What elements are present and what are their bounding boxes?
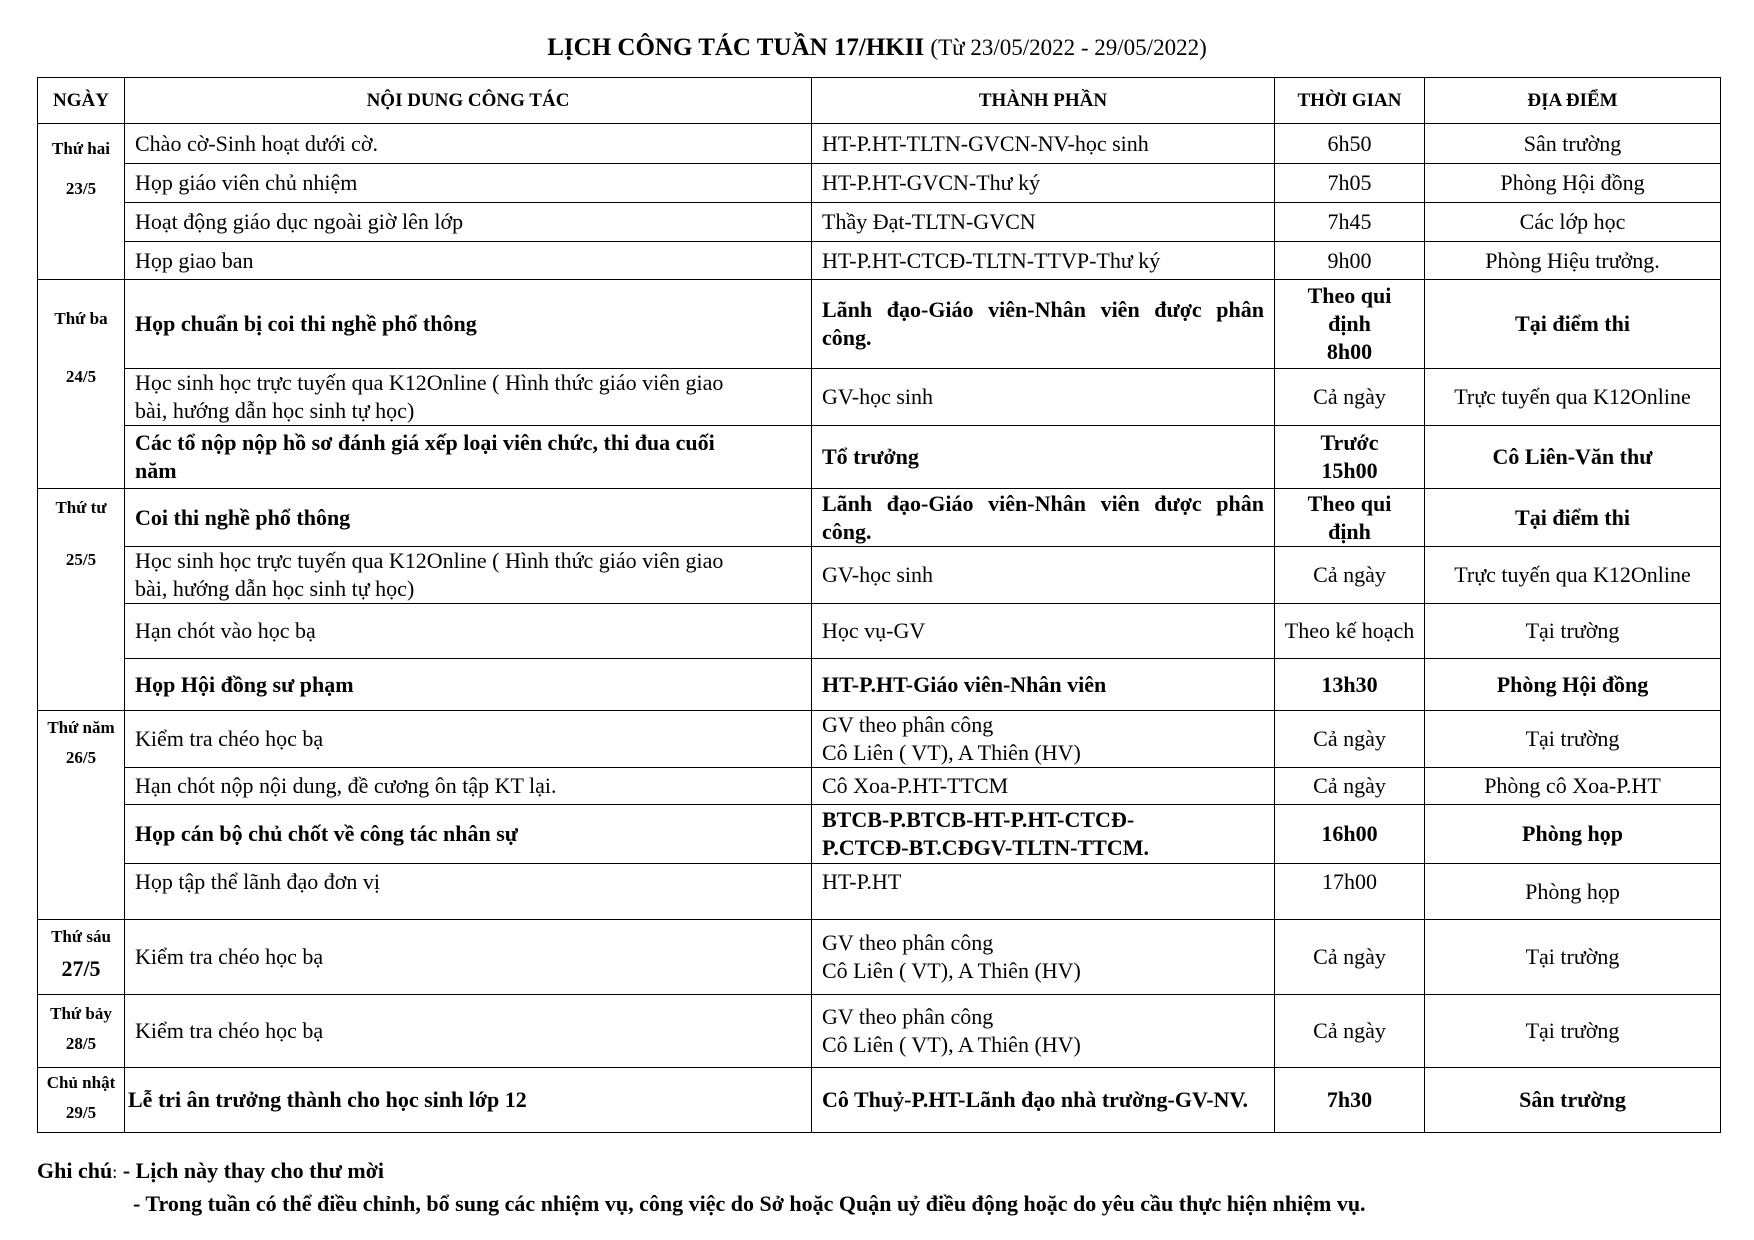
day-cell-sunday	[38, 1068, 125, 1133]
table-row	[38, 805, 1721, 864]
location-cell: Cô Liên-Văn thư	[1425, 426, 1721, 489]
note-text-1-visible: - Lịch này thay cho thư mời	[117, 1158, 385, 1183]
table-row	[38, 604, 1721, 659]
time-cell: Cả ngày	[1275, 768, 1425, 805]
header-row	[38, 78, 1721, 124]
header-ngay: NGÀY	[38, 78, 125, 124]
location-cell: Tại trường	[1425, 995, 1721, 1068]
time-line: 15h00	[1321, 458, 1378, 483]
task-line: bài, hướng dẫn học sinh tự học)	[135, 398, 415, 423]
day-date: 26/5	[65, 748, 97, 767]
time-line: Theo qui	[1307, 490, 1392, 516]
task-line: Học sinh học trực tuyến qua K12Online ( Hình thức giáo viên giao	[135, 548, 724, 573]
table-row	[38, 920, 1721, 995]
day-name: Thứ hai	[52, 139, 110, 158]
time-cell: Theo kế hoạch	[1275, 604, 1425, 659]
task-cell: Hoạt động giáo dục ngoài giờ lên lớp	[125, 203, 812, 242]
task-cell: Họp Hội đồng sư phạm	[125, 659, 812, 711]
location-cell: Sân trường	[1425, 124, 1721, 164]
location-cell: Tại trường	[1425, 604, 1721, 659]
time-line: định	[1328, 518, 1371, 544]
participants-cell: Lãnh đạo-Giáo viên-Nhân viên được phân công.	[812, 280, 1275, 369]
task-cell: Họp giáo viên chủ nhiệm	[125, 164, 812, 203]
day-date: 29/5	[65, 1103, 97, 1122]
time-cell: Cả ngày	[1275, 369, 1425, 426]
note-line-1: Ghi chú: - Lịch này thay cho thư mời	[37, 1158, 385, 1183]
time-line: Trước	[1320, 430, 1379, 455]
task-cell: Hạn chót vào học bạ	[125, 604, 812, 659]
task-cell	[125, 426, 812, 489]
location-cell: Phòng Hội đồng	[1425, 164, 1721, 203]
participants-cell: HT-P.HT-GVCN-Thư ký	[812, 164, 1275, 203]
participants-cell: Tổ trưởng	[812, 426, 1275, 489]
header-thoi-gian: THỜI GIAN	[1275, 78, 1425, 124]
task-cell: Hạn chót nộp nội dung, đề cương ôn tập KT lại.	[125, 768, 812, 805]
location-cell: Phòng họp	[1425, 864, 1721, 920]
day-name: Thứ bảy	[50, 1004, 112, 1023]
time-cell: 6h50	[1275, 124, 1425, 164]
day-cell-tuesday	[38, 280, 125, 489]
participants-line: GV theo phân công	[822, 712, 994, 737]
table-row	[38, 203, 1721, 242]
time-cell	[1275, 280, 1425, 369]
time-cell	[1275, 426, 1425, 489]
time-cell: Cả ngày	[1275, 995, 1425, 1068]
participants-cell	[812, 995, 1275, 1068]
location-cell: Trực tuyến qua K12Online	[1425, 547, 1721, 604]
location-cell: Phòng Hiệu trưởng.	[1425, 242, 1721, 280]
location-cell: Tại trường	[1425, 711, 1721, 768]
note-line-2: - Trong tuần có thể điều chỉnh, bổ sung các nhiệm vụ, công việc do Sở hoặc Quận uỷ điều động hoặc do yêu cầu thực hiện nhiệm vụ.	[133, 1191, 1366, 1216]
location-cell: Các lớp học	[1425, 203, 1721, 242]
task-cell: Họp giao ban	[125, 242, 812, 280]
day-date: 25/5	[65, 550, 97, 569]
page-title	[0, 33, 1754, 63]
day-date: 27/5	[61, 956, 101, 981]
location-cell: Tại điểm thi	[1425, 489, 1721, 547]
time-cell: 17h00	[1275, 864, 1425, 920]
participants-cell: HT-P.HT-CTCĐ-TLTN-TTVP-Thư ký	[812, 242, 1275, 280]
time-cell: 9h00	[1275, 242, 1425, 280]
day-name: Thứ năm	[47, 718, 115, 737]
task-cell: Kiểm tra chéo học bạ	[125, 995, 812, 1068]
participants-line: Cô Liên ( VT), A Thiên (HV)	[822, 740, 1081, 765]
location-cell: Sân trường	[1425, 1068, 1721, 1133]
task-line: bài, hướng dẫn học sinh tự học)	[135, 576, 415, 601]
day-cell-saturday	[38, 995, 125, 1068]
title-date-range: (Từ 23/05/2022 - 29/05/2022)	[930, 35, 1207, 60]
participants-line: GV theo phân công	[822, 930, 994, 955]
task-line: Các tổ nộp nộp hồ sơ đánh giá xếp loại viên chức, thi đua cuối	[135, 430, 715, 455]
table-row	[38, 280, 1721, 369]
task-line: Học sinh học trực tuyến qua K12Online ( Hình thức giáo viên giao	[135, 370, 724, 395]
time-cell: 7h05	[1275, 164, 1425, 203]
title-main: LỊCH CÔNG TÁC TUẦN 17/HKII	[547, 34, 925, 61]
day-name: Thứ ba	[54, 309, 108, 328]
task-cell: Kiểm tra chéo học bạ	[125, 711, 812, 768]
participants-line: P.CTCĐ-BT.CĐGV-TLTN-TTCM.	[822, 835, 1149, 860]
participants-cell: Lãnh đạo-Giáo viên-Nhân viên được phân công.	[812, 489, 1275, 547]
table-row	[38, 995, 1721, 1068]
participants-cell: Học vụ-GV	[812, 604, 1275, 659]
table-row	[38, 659, 1721, 711]
time-cell: Cả ngày	[1275, 711, 1425, 768]
location-cell: Phòng cô Xoa-P.HT	[1425, 768, 1721, 805]
time-cell: 7h45	[1275, 203, 1425, 242]
table-row	[38, 369, 1721, 426]
location-cell: Phòng họp	[1425, 805, 1721, 864]
participants-cell: HT-P.HT-TLTN-GVCN-NV-học sinh	[812, 124, 1275, 164]
task-cell	[125, 547, 812, 604]
table-row	[38, 124, 1721, 164]
table-row	[38, 426, 1721, 489]
time-cell	[1275, 489, 1425, 547]
table-row	[38, 547, 1721, 604]
task-cell: Họp tập thể lãnh đạo đơn vị	[125, 864, 812, 920]
table-row	[38, 242, 1721, 280]
task-cell: Lễ tri ân trưởng thành cho học sinh lớp 12	[125, 1068, 812, 1133]
time-cell: Cả ngày	[1275, 920, 1425, 995]
location-cell: Tại điểm thi	[1425, 280, 1721, 369]
task-cell: Họp cán bộ chủ chốt về công tác nhân sự	[125, 805, 812, 864]
table-row	[38, 164, 1721, 203]
location-cell: Trực tuyến qua K12Online	[1425, 369, 1721, 426]
day-name: Thứ tư	[55, 498, 107, 517]
schedule-table	[37, 77, 1721, 1133]
participants-cell	[812, 920, 1275, 995]
note-label: Ghi chú	[37, 1158, 113, 1183]
day-date: 24/5	[65, 367, 97, 386]
table-row	[38, 1068, 1721, 1133]
time-cell: 16h00	[1275, 805, 1425, 864]
task-cell: Kiểm tra chéo học bạ	[125, 920, 812, 995]
day-cell-thursday	[38, 711, 125, 920]
day-name: Thứ sáu	[51, 927, 111, 946]
location-cell: Tại trường	[1425, 920, 1721, 995]
task-cell: Chào cờ-Sinh hoạt dưới cờ.	[125, 124, 812, 164]
time-cell: Cả ngày	[1275, 547, 1425, 604]
table-row	[38, 711, 1721, 768]
header-thanh-phan: THÀNH PHẦN	[812, 78, 1275, 124]
time-cell: 7h30	[1275, 1068, 1425, 1133]
day-date: 28/5	[65, 1034, 97, 1053]
task-cell: Coi thi nghề phổ thông	[125, 489, 812, 547]
time-line: định	[1328, 311, 1371, 336]
participants-cell	[812, 711, 1275, 768]
day-cell-friday	[38, 920, 125, 995]
participants-line: BTCB-P.BTCB-HT-P.HT-CTCĐ-	[822, 807, 1135, 832]
day-cell-monday	[38, 124, 125, 280]
participants-cell: GV-học sinh	[812, 369, 1275, 426]
task-line: năm	[135, 458, 177, 483]
notes	[37, 1155, 1727, 1220]
task-cell: Họp chuẩn bị coi thi nghề phổ thông	[125, 280, 812, 369]
participants-cell: Thầy Đạt-TLTN-GVCN	[812, 203, 1275, 242]
time-cell: 13h30	[1275, 659, 1425, 711]
task-cell	[125, 369, 812, 426]
participants-cell: GV-học sinh	[812, 547, 1275, 604]
participants-line: Cô Liên ( VT), A Thiên (HV)	[822, 1032, 1081, 1057]
time-line: Theo qui	[1307, 283, 1392, 308]
participants-line: Cô Liên ( VT), A Thiên (HV)	[822, 958, 1081, 983]
participants-cell: Cô Thuỷ-P.HT-Lãnh đạo nhà trường-GV-NV.	[812, 1068, 1275, 1133]
participants-cell	[812, 805, 1275, 864]
day-cell-wednesday	[38, 489, 125, 711]
day-name: Chủ nhật	[46, 1073, 116, 1092]
table-row	[38, 768, 1721, 805]
participants-cell: HT-P.HT-Giáo viên-Nhân viên	[812, 659, 1275, 711]
time-line: 8h00	[1326, 339, 1373, 364]
table-row	[38, 864, 1721, 920]
location-cell: Phòng Hội đồng	[1425, 659, 1721, 711]
participants-cell: HT-P.HT	[812, 864, 1275, 920]
day-date: 23/5	[65, 179, 97, 198]
header-dia-diem: ĐỊA ĐIỂM	[1425, 78, 1721, 124]
table-row	[38, 489, 1721, 547]
header-noi-dung: NỘI DUNG CÔNG TÁC	[125, 78, 812, 124]
participants-cell: Cô Xoa-P.HT-TTCM	[812, 768, 1275, 805]
participants-line: GV theo phân công	[822, 1004, 994, 1029]
